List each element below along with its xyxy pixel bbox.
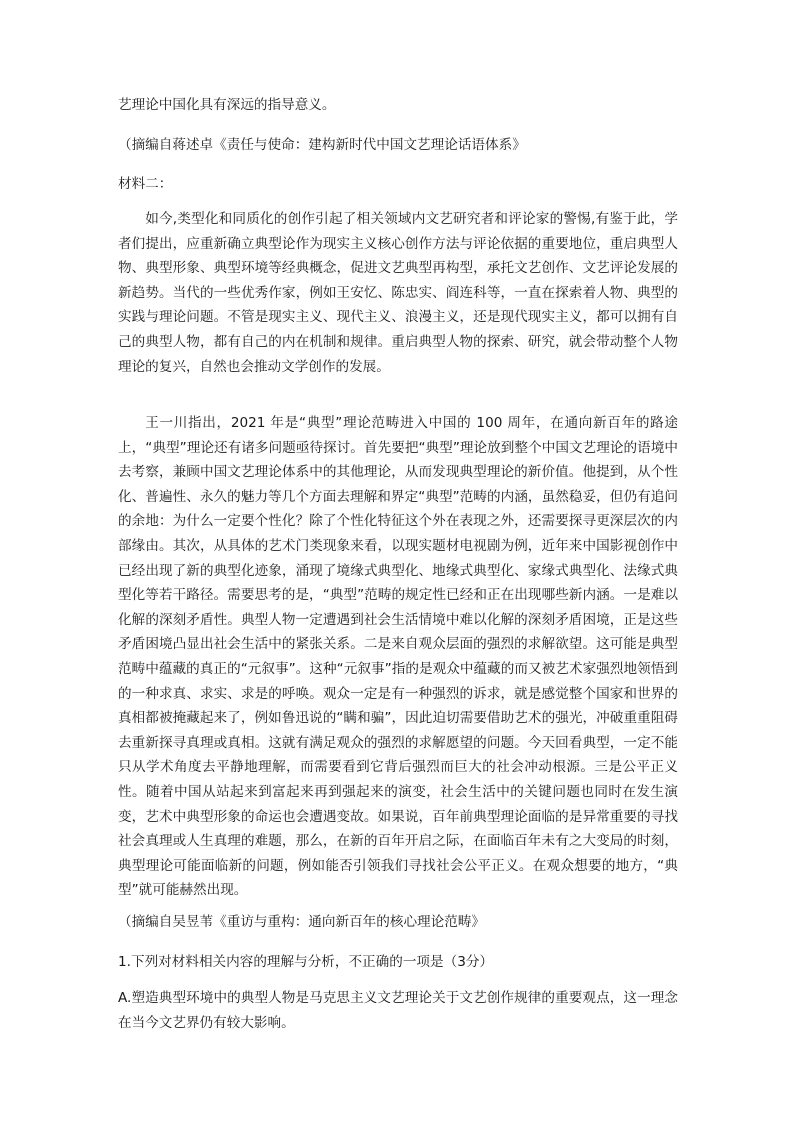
continuation-line: 艺理论中国化具有深远的指导意义。 xyxy=(118,97,336,113)
material-2-heading: 材料二： xyxy=(118,176,173,192)
question-1-option-a: A.塑造典型环境中的典型人物是马克思主义文艺理论关于文艺创作规律的重要观点，这一理念在当今文艺界仍有较大影响。 xyxy=(118,990,678,1031)
source-citation-2: （摘编自吴昱苇《重访与重构：通向新百年的核心理论范畴》 xyxy=(118,914,486,930)
material-2-paragraph-2: 王一川指出，2021 年是“典型”理论范畴进入中国的 100 周年，在通向新百年的路途上，“典型”理论还有诸多问题亟待探讨。首先要把“典型”理论放到整个中国文艺理论的语境中去考察，兼顾中国文艺理论体系中的其他理论，从而发现典型理论的新价值。他提到，从个性化、普遍性、永久的魅力等几个方面去理解和界定“典型”范畴的内涵，虽然稳妥，但仍有追问的余地：为什么一定要个性化？除了个性化特征这个外在表现之外，还需要探寻更深层次的内部缘由。其次，从具体的艺术门类现象来看，以现实题材电视剧为例，近年来中国影视创作中已经出现了新的典型化迹象，涌现了境缘式典型化、地缘式典型化、家缘式典型化、法缘式典型化等若干路径。需要思考的是，“典型”范畴的规定性已经和正在出现哪些新内涵。一是难以化解的深刻矛盾性。典型人物一定遭遇到社会生活情境中难以化解的深刻矛盾困境，正是这些矛盾困境凸显出社会生活中的紧张关系。二是来自观众层面的强烈的求解欲望。这可能是典型范畴中蕴藏的真正的“元叙事”。这种“元叙事”指的是观众中蕴藏的而又被艺术家强烈地领悟到的一种求真、求实、求是的呼唤。观众一定是有一种强烈的诉求，就是感觉整个国家和世界的真相都被掩藏起来了，例如鲁迅说的“瞒和骗”，因此迫切需要借助艺术的强光，冲破重重阻碍去重新探寻真理或真相。这就有满足观众的强烈的求解愿望的问题。今天回看典型，一定不能只从学术角度去平静地理解，而需要看到它背后强烈而巨大的社会冲动根源。三是公平正义性。随着中国从站起来到富起来再到强起来的演变，社会生活中的关键问题也同时在发生演变，艺术中典型形象的命运也会遭遇变故。如果说，百年前典型理论面临的是异常重要的寻找社会真理或人生真理的难题，那么，在新的百年开启之际，在面临百年未有之大变局的时刻，典型理论可能面临新的问题，例如能否引领我们寻找社会公平正义。在观众想要的地方，“典型”就可能赫然出现。 xyxy=(118,415,678,899)
material-2-paragraph-1: 如今,类型化和同质化的创作引起了相关领域内文艺研究者和评论家的警惕,有鉴于此，学者们提出，应重新确立典型论作为现实主义核心创作方法与评论依据的重要地位，重启典型人物、典型形象、典型环境等经典概念，促进文艺典型再构型，承托文艺创作、文艺评论发展的新趋势。当代的一些优秀作家，例如王安忆、陈忠实、阎连科等，一直在探索着人物、典型的实践与理论问题。不管是现实主义、现代主义、浪漫主义，还是现代现实主义，都可以拥有自己的典型人物，都有自己的内在机制和规律。重启典型人物的探索、研究，就会带动整个人物理论的复兴，自然也会推动文学创作的发展。 xyxy=(118,211,678,375)
question-1: 1.下列对材料相关内容的理解与分析，不正确的一项是（3分） xyxy=(118,954,494,970)
source-citation-1: （摘编自蒋述卓《责任与使命：建构新时代中国文艺理论话语体系》 xyxy=(118,137,526,153)
